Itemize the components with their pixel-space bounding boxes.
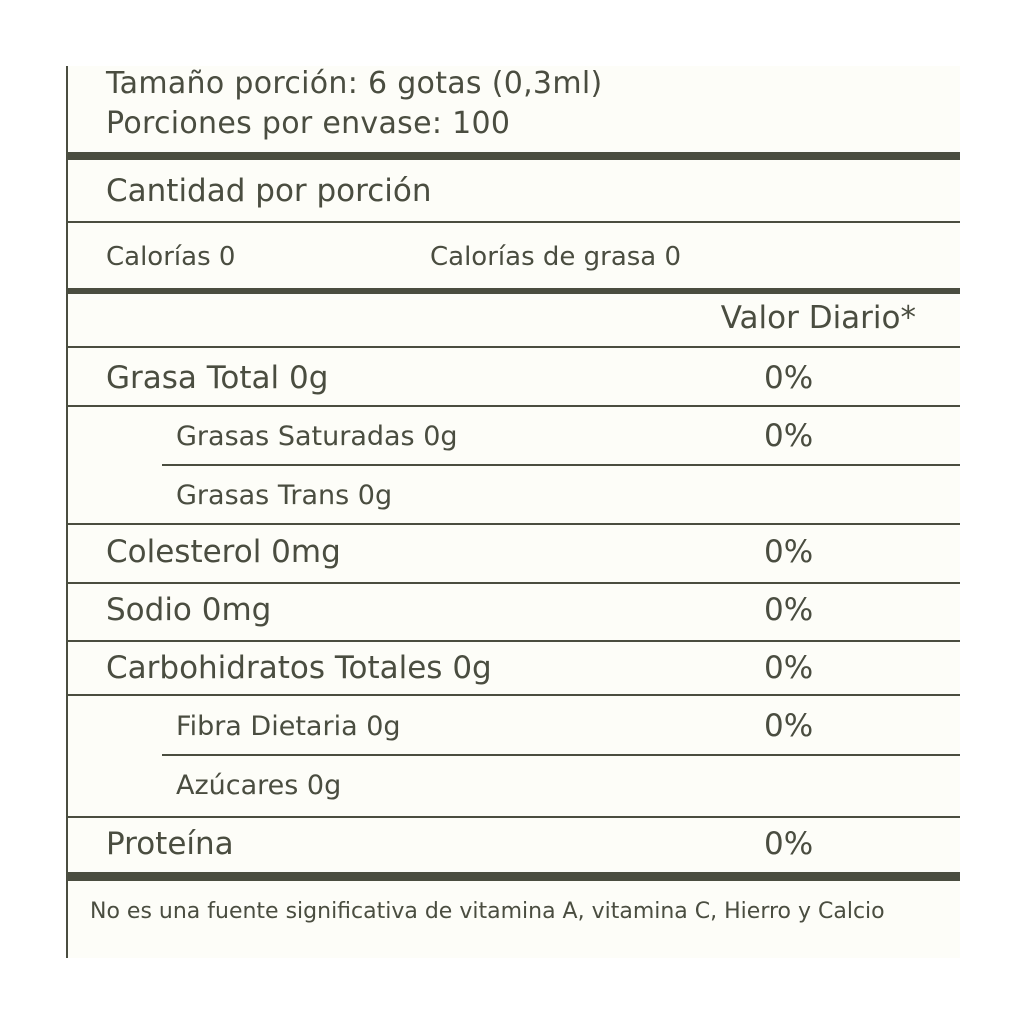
nutrient-name-total-carbohydrates: Carbohidratos Totales 0g	[106, 650, 492, 686]
thick-divider-top	[68, 152, 960, 160]
nutrient-dv-total-carbohydrates: 0%	[764, 650, 814, 686]
footnote: No es una fuente significativa de vitamina A, vitamina C, Hierro y Calcio	[90, 899, 885, 924]
divider	[68, 816, 960, 818]
divider	[68, 523, 960, 525]
nutrient-dv-dietary-fiber: 0%	[764, 708, 814, 744]
thick-divider-bottom	[68, 872, 960, 881]
calories-label: Calorías 0	[106, 242, 236, 272]
divider	[162, 464, 960, 466]
nutrient-dv-total-fat: 0%	[764, 360, 814, 396]
amount-per-serving-label: Cantidad por porción	[106, 173, 432, 209]
serving-size: Tamaño porción: 6 gotas (0,3ml)	[106, 66, 603, 101]
divider	[68, 694, 960, 696]
nutrient-dv-saturated-fat: 0%	[764, 418, 814, 454]
nutrient-name-total-fat: Grasa Total 0g	[106, 360, 329, 396]
nutrient-name-dietary-fiber: Fibra Dietaria 0g	[176, 711, 401, 742]
nutrient-dv-protein: 0%	[764, 826, 814, 862]
nutrient-dv-cholesterol: 0%	[764, 534, 814, 570]
divider	[162, 754, 960, 756]
servings-per-container: Porciones por envase: 100	[106, 106, 511, 141]
nutrient-name-trans-fat: Grasas Trans 0g	[176, 480, 393, 511]
nutrient-dv-sodium: 0%	[764, 592, 814, 628]
divider	[68, 582, 960, 584]
divider	[68, 346, 960, 348]
nutrient-name-sodium: Sodio 0mg	[106, 592, 272, 628]
divider	[68, 640, 960, 642]
divider	[68, 221, 960, 223]
divider	[68, 405, 960, 407]
nutrient-name-protein: Proteína	[106, 826, 234, 862]
fat-calories-label: Calorías de grasa 0	[430, 242, 682, 272]
daily-value-header: Valor Diario*	[720, 300, 916, 336]
nutrient-name-cholesterol: Colesterol 0mg	[106, 534, 341, 570]
nutrition-facts-panel	[66, 66, 960, 958]
nutrient-name-saturated-fat: Grasas Saturadas 0g	[176, 421, 458, 452]
thick-divider-mid	[68, 288, 960, 294]
nutrient-name-sugars: Azúcares 0g	[176, 770, 342, 801]
